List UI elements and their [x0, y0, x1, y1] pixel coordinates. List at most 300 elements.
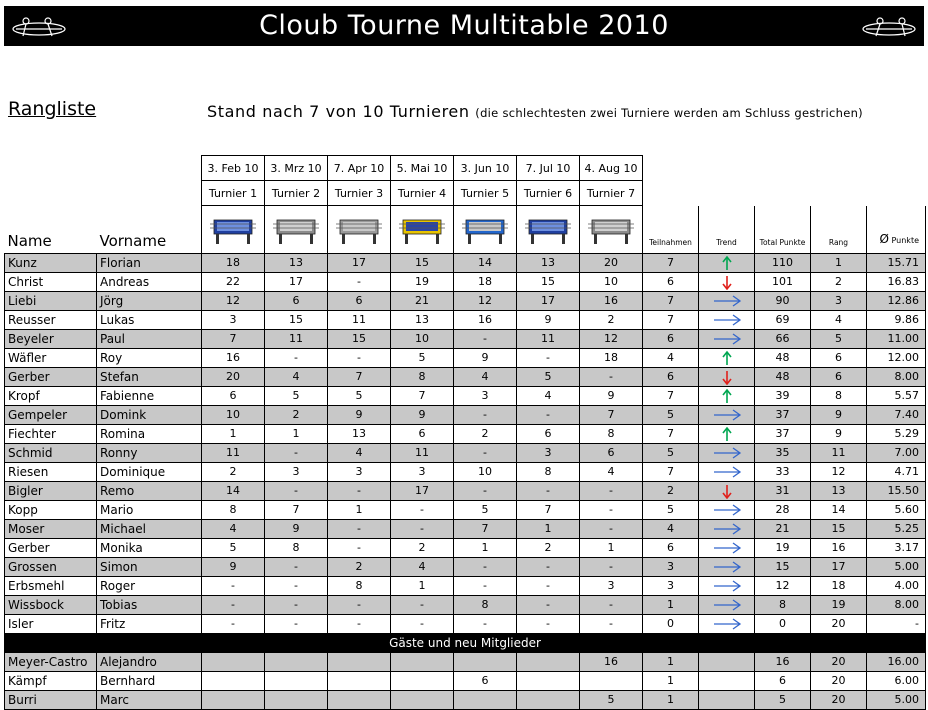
- tournament-points: 8: [265, 538, 328, 557]
- average-points: 5.25: [867, 519, 926, 538]
- teilnahmen-count: 6: [643, 538, 699, 557]
- teilnahmen-count: 1: [643, 652, 699, 671]
- tournament-points: 1: [580, 538, 643, 557]
- player-vorname: Ronny: [97, 443, 202, 462]
- tournament-points: 6: [517, 424, 580, 443]
- tournament-points: 22: [202, 272, 265, 291]
- tournament-points: -: [328, 614, 391, 633]
- foosball-table-icon: [524, 212, 572, 246]
- player-vorname: Marc: [97, 690, 202, 709]
- tournament-points: 15: [328, 329, 391, 348]
- tournament-points: -: [391, 614, 454, 633]
- column-average-header: [867, 206, 926, 254]
- header-spacer: [811, 156, 867, 181]
- teilnahmen-count: 6: [643, 367, 699, 386]
- table-row: [5, 386, 926, 405]
- tournament-points: [265, 671, 328, 690]
- tournament-points: -: [580, 500, 643, 519]
- player-vorname: Florian: [97, 253, 202, 272]
- kicker-logo-icon: [858, 12, 920, 42]
- rank: 14: [811, 500, 867, 519]
- tournament-points: -: [454, 329, 517, 348]
- header-row-labels: [5, 206, 926, 254]
- tournament-points: 3: [265, 462, 328, 481]
- tournament-points: -: [391, 595, 454, 614]
- column-total-header: Total Punkte: [755, 206, 811, 254]
- header-row-tournaments: [5, 181, 926, 206]
- tournament-points: 3: [454, 386, 517, 405]
- trend-cell: [699, 424, 755, 443]
- foosball-table-icon: [335, 212, 383, 246]
- tournament-points: [202, 690, 265, 709]
- trend-cell: [699, 576, 755, 595]
- player-vorname: Monika: [97, 538, 202, 557]
- teilnahmen-count: 7: [643, 424, 699, 443]
- tournament-points: 3: [517, 443, 580, 462]
- player-name: Bigler: [5, 481, 97, 500]
- trend-cell: [699, 253, 755, 272]
- player-vorname: Jörg: [97, 291, 202, 310]
- tournament-points: -: [454, 576, 517, 595]
- tournament-points: 2: [454, 424, 517, 443]
- tournament-points: 18: [580, 348, 643, 367]
- tournament-points: 7: [580, 405, 643, 424]
- tournament-points: 7: [454, 519, 517, 538]
- teilnahmen-count: 7: [643, 462, 699, 481]
- table-row: [5, 671, 926, 690]
- header-spacer: [643, 181, 699, 206]
- tournament-points: 3: [580, 576, 643, 595]
- tournament-points: [265, 652, 328, 671]
- player-vorname: Bernhard: [97, 671, 202, 690]
- trend-cell: [699, 405, 755, 424]
- tournament-points: [265, 690, 328, 709]
- table-row: [5, 519, 926, 538]
- header-spacer: [867, 156, 926, 181]
- player-vorname: Andreas: [97, 272, 202, 291]
- tournament-points: 1: [265, 424, 328, 443]
- tournament-points: 6: [580, 443, 643, 462]
- tournament-points: [391, 671, 454, 690]
- trend-cell: [699, 595, 755, 614]
- player-vorname: Remo: [97, 481, 202, 500]
- tournament-points: 8: [202, 500, 265, 519]
- player-vorname: Domink: [97, 405, 202, 424]
- teilnahmen-count: 5: [643, 443, 699, 462]
- rank: 6: [811, 367, 867, 386]
- table-row: [5, 272, 926, 291]
- teilnahmen-count: 5: [643, 500, 699, 519]
- tournament-points: 7: [391, 386, 454, 405]
- teilnahmen-count: 7: [643, 310, 699, 329]
- tournament-points: 18: [454, 272, 517, 291]
- arrow-up-icon: [720, 388, 734, 404]
- rank: 20: [811, 614, 867, 633]
- tournament-points: [517, 671, 580, 690]
- player-name: Beyeler: [5, 329, 97, 348]
- column-date: 7. Jul 10: [517, 156, 580, 181]
- tournament-points: 19: [391, 272, 454, 291]
- teilnahmen-count: 1: [643, 690, 699, 709]
- table-row: [5, 557, 926, 576]
- tournament-points: -: [517, 576, 580, 595]
- total-points: 39: [755, 386, 811, 405]
- guests-separator-row: [5, 633, 926, 652]
- column-tournament: Turnier 4: [391, 181, 454, 206]
- table-row: [5, 481, 926, 500]
- trend-cell: [699, 519, 755, 538]
- player-vorname: Roger: [97, 576, 202, 595]
- column-trend-header: Trend: [699, 206, 755, 254]
- arrow-right-icon: [712, 407, 742, 423]
- tournament-points: 17: [328, 253, 391, 272]
- rank: 15: [811, 519, 867, 538]
- average-points: 16.83: [867, 272, 926, 291]
- total-points: 33: [755, 462, 811, 481]
- rank: 20: [811, 671, 867, 690]
- player-name: Meyer-Castro: [5, 652, 97, 671]
- foosball-table-icon: [587, 212, 635, 246]
- arrow-right-icon: [712, 616, 742, 632]
- tournament-points: 2: [517, 538, 580, 557]
- tournament-points: 7: [265, 500, 328, 519]
- trend-cell: [699, 671, 755, 690]
- tournament-points: 18: [202, 253, 265, 272]
- tournament-points: -: [202, 576, 265, 595]
- tournament-points: [328, 671, 391, 690]
- column-rang-header: Rang: [811, 206, 867, 254]
- arrow-right-icon: [712, 293, 742, 309]
- tournament-points: [454, 652, 517, 671]
- tournament-points: 20: [580, 253, 643, 272]
- tournament-points: 2: [580, 310, 643, 329]
- tournament-points: 11: [202, 443, 265, 462]
- trend-cell: [699, 310, 755, 329]
- header-row-dates: [5, 156, 926, 181]
- tournament-points: 9: [265, 519, 328, 538]
- trend-cell: [699, 367, 755, 386]
- player-vorname: Lukas: [97, 310, 202, 329]
- tournament-points: -: [328, 348, 391, 367]
- average-points: 4.00: [867, 576, 926, 595]
- tournament-points: 4: [265, 367, 328, 386]
- rank: 16: [811, 538, 867, 557]
- average-points: 5.57: [867, 386, 926, 405]
- tournament-points: -: [328, 595, 391, 614]
- column-tournament: Turnier 7: [580, 181, 643, 206]
- total-points: 8: [755, 595, 811, 614]
- standing-note: (die schlechtesten zwei Turniere werden am Schluss gestrichen): [475, 106, 863, 120]
- trend-cell: [699, 481, 755, 500]
- tournament-points: 10: [202, 405, 265, 424]
- tournament-points: [454, 690, 517, 709]
- player-vorname: Stefan: [97, 367, 202, 386]
- average-points: 5.60: [867, 500, 926, 519]
- tournament-points: [391, 652, 454, 671]
- tournament-points: 8: [580, 424, 643, 443]
- tournament-points: -: [265, 595, 328, 614]
- tournament-points: 15: [391, 253, 454, 272]
- foosball-table-image: [580, 206, 643, 254]
- rank: 6: [811, 348, 867, 367]
- teilnahmen-count: 1: [643, 671, 699, 690]
- rank: 3: [811, 291, 867, 310]
- tournament-points: -: [454, 405, 517, 424]
- table-row: [5, 291, 926, 310]
- foosball-table-image: [454, 206, 517, 254]
- column-name-header: Name: [5, 206, 97, 254]
- trend-cell: [699, 538, 755, 557]
- tournament-points: 13: [517, 253, 580, 272]
- tournament-points: -: [580, 481, 643, 500]
- table-row: [5, 348, 926, 367]
- arrow-down-icon: [720, 369, 734, 385]
- total-points: 5: [755, 690, 811, 709]
- arrow-right-icon: [712, 521, 742, 537]
- table-row: [5, 329, 926, 348]
- table-row: [5, 310, 926, 329]
- tournament-points: 17: [391, 481, 454, 500]
- tournament-points: 4: [391, 557, 454, 576]
- column-teilnahmen-header: Teilnahmen: [643, 206, 699, 254]
- player-name: Burri: [5, 690, 97, 709]
- average-points: 5.00: [867, 557, 926, 576]
- average-symbol: Ø: [879, 231, 889, 246]
- total-points: 37: [755, 424, 811, 443]
- average-points: 8.00: [867, 367, 926, 386]
- tournament-points: 1: [328, 500, 391, 519]
- total-points: 28: [755, 500, 811, 519]
- tournament-points: -: [391, 519, 454, 538]
- column-tournament: Turnier 5: [454, 181, 517, 206]
- player-name: Kämpf: [5, 671, 97, 690]
- tournament-points: 1: [517, 519, 580, 538]
- column-tournament: Turnier 3: [328, 181, 391, 206]
- player-vorname: Simon: [97, 557, 202, 576]
- tournament-points: [328, 690, 391, 709]
- tournament-points: -: [580, 614, 643, 633]
- rank: 20: [811, 690, 867, 709]
- rank: 12: [811, 462, 867, 481]
- player-name: Wissbock: [5, 595, 97, 614]
- player-name: Wäfler: [5, 348, 97, 367]
- table-row: [5, 576, 926, 595]
- player-name: Gerber: [5, 538, 97, 557]
- tournament-points: 16: [202, 348, 265, 367]
- foosball-table-image: [328, 206, 391, 254]
- tournament-points: 5: [202, 538, 265, 557]
- tournament-points: -: [454, 443, 517, 462]
- tournament-points: 8: [391, 367, 454, 386]
- average-points: 15.71: [867, 253, 926, 272]
- rank: 19: [811, 595, 867, 614]
- tournament-points: 2: [202, 462, 265, 481]
- arrow-down-icon: [720, 274, 734, 290]
- average-points: 3.17: [867, 538, 926, 557]
- total-points: 66: [755, 329, 811, 348]
- total-points: 19: [755, 538, 811, 557]
- tournament-points: -: [580, 519, 643, 538]
- total-points: 37: [755, 405, 811, 424]
- tournament-points: -: [454, 481, 517, 500]
- arrow-right-icon: [712, 331, 742, 347]
- teilnahmen-count: 3: [643, 576, 699, 595]
- tournament-points: 16: [580, 291, 643, 310]
- tournament-points: 9: [454, 348, 517, 367]
- foosball-table-image: [202, 206, 265, 254]
- tournament-points: 4: [580, 462, 643, 481]
- total-points: 0: [755, 614, 811, 633]
- tournament-points: 11: [265, 329, 328, 348]
- trend-cell: [699, 614, 755, 633]
- table-row: [5, 443, 926, 462]
- tournament-points: -: [580, 557, 643, 576]
- tournament-points: [580, 671, 643, 690]
- tournament-points: -: [517, 595, 580, 614]
- tournament-points: 1: [454, 538, 517, 557]
- tournament-points: 4: [454, 367, 517, 386]
- total-points: 21: [755, 519, 811, 538]
- player-name: Liebi: [5, 291, 97, 310]
- tournament-points: -: [517, 557, 580, 576]
- teilnahmen-count: 6: [643, 329, 699, 348]
- tournament-points: -: [265, 348, 328, 367]
- header-spacer: [699, 181, 755, 206]
- header-spacer: [811, 181, 867, 206]
- tournament-points: 15: [517, 272, 580, 291]
- player-vorname: Tobias: [97, 595, 202, 614]
- column-vorname-header: Vorname: [97, 206, 202, 254]
- header-spacer: [755, 181, 811, 206]
- tournament-points: 7: [202, 329, 265, 348]
- tournament-points: 6: [328, 291, 391, 310]
- header-spacer: [5, 181, 97, 206]
- tournament-points: 14: [202, 481, 265, 500]
- tournament-points: 6: [454, 671, 517, 690]
- tournament-points: 13: [391, 310, 454, 329]
- foosball-table-image: [517, 206, 580, 254]
- total-points: 69: [755, 310, 811, 329]
- player-name: Fiechter: [5, 424, 97, 443]
- tournament-points: 12: [454, 291, 517, 310]
- player-vorname: Paul: [97, 329, 202, 348]
- column-date: 7. Apr 10: [328, 156, 391, 181]
- teilnahmen-count: 7: [643, 253, 699, 272]
- tournament-points: 11: [517, 329, 580, 348]
- total-points: 101: [755, 272, 811, 291]
- table-row: [5, 500, 926, 519]
- player-vorname: Mario: [97, 500, 202, 519]
- tournament-points: -: [580, 367, 643, 386]
- tournament-points: 5: [265, 386, 328, 405]
- tournament-points: 8: [454, 595, 517, 614]
- tournament-points: [202, 671, 265, 690]
- tournament-points: -: [517, 481, 580, 500]
- tournament-points: 16: [580, 652, 643, 671]
- tournament-points: 12: [202, 291, 265, 310]
- player-name: Gerber: [5, 367, 97, 386]
- arrow-right-icon: [712, 464, 742, 480]
- total-points: 16: [755, 652, 811, 671]
- column-tournament: Turnier 2: [265, 181, 328, 206]
- table-row: [5, 367, 926, 386]
- teilnahmen-count: 0: [643, 614, 699, 633]
- tournament-points: 3: [202, 310, 265, 329]
- average-points: 6.00: [867, 671, 926, 690]
- rank: 1: [811, 253, 867, 272]
- average-points: 12.86: [867, 291, 926, 310]
- tournament-points: 5: [454, 500, 517, 519]
- tournament-points: 11: [328, 310, 391, 329]
- arrow-up-icon: [720, 426, 734, 442]
- player-vorname: Fabienne: [97, 386, 202, 405]
- column-date: 5. Mai 10: [391, 156, 454, 181]
- rank: 8: [811, 386, 867, 405]
- table-row: [5, 424, 926, 443]
- tournament-points: 21: [391, 291, 454, 310]
- column-tournament: Turnier 6: [517, 181, 580, 206]
- foosball-table-icon: [209, 212, 257, 246]
- trend-cell: [699, 652, 755, 671]
- average-points: 12.00: [867, 348, 926, 367]
- table-row: [5, 462, 926, 481]
- tournament-points: [202, 652, 265, 671]
- header-spacer: [5, 156, 97, 181]
- player-vorname: Roy: [97, 348, 202, 367]
- player-name: Moser: [5, 519, 97, 538]
- player-name: Grossen: [5, 557, 97, 576]
- player-vorname: Dominique: [97, 462, 202, 481]
- rank: 17: [811, 557, 867, 576]
- section-title: Rangliste: [8, 98, 97, 120]
- tournament-points: 9: [328, 405, 391, 424]
- arrow-right-icon: [712, 559, 742, 575]
- header-spacer: [699, 156, 755, 181]
- tournament-points: [391, 690, 454, 709]
- foosball-table-icon: [398, 212, 446, 246]
- tournament-points: 9: [580, 386, 643, 405]
- teilnahmen-count: 5: [643, 405, 699, 424]
- tournament-points: -: [328, 481, 391, 500]
- player-vorname: Michael: [97, 519, 202, 538]
- tournament-points: 2: [328, 557, 391, 576]
- tournament-points: 15: [265, 310, 328, 329]
- tournament-points: 5: [328, 386, 391, 405]
- average-points: 4.71: [867, 462, 926, 481]
- tournament-points: 17: [265, 272, 328, 291]
- tournament-points: [517, 652, 580, 671]
- player-name: Kunz: [5, 253, 97, 272]
- tournament-points: 9: [517, 310, 580, 329]
- rank: 18: [811, 576, 867, 595]
- column-tournament: Turnier 1: [202, 181, 265, 206]
- trend-cell: [699, 690, 755, 709]
- tournament-points: 17: [517, 291, 580, 310]
- tournament-points: 5: [580, 690, 643, 709]
- header-spacer: [97, 156, 202, 181]
- rank: 13: [811, 481, 867, 500]
- tournament-points: -: [517, 614, 580, 633]
- foosball-table-image: [391, 206, 454, 254]
- header-spacer: [867, 181, 926, 206]
- tournament-points: [517, 690, 580, 709]
- teilnahmen-count: 2: [643, 481, 699, 500]
- teilnahmen-count: 4: [643, 519, 699, 538]
- header-spacer: [755, 156, 811, 181]
- tournament-points: -: [265, 557, 328, 576]
- tournament-points: -: [517, 348, 580, 367]
- average-points: -: [867, 614, 926, 633]
